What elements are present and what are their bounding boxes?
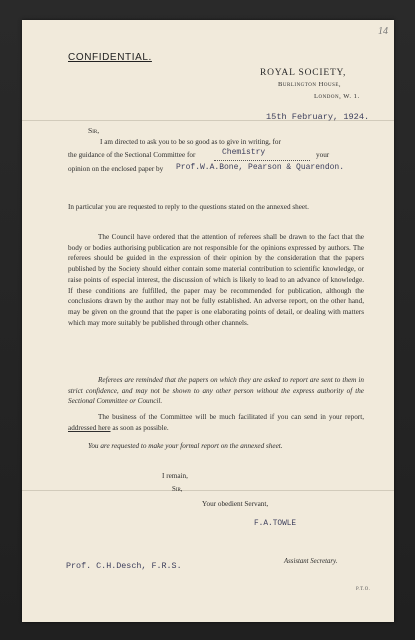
addressed-here-text: addressed here — [68, 423, 111, 432]
fold-line — [22, 490, 394, 491]
business-text-1: The business of the Committee will be much facilitated if you can send in your report, — [98, 413, 364, 421]
closing-sir: Sir, — [172, 486, 183, 493]
business-text-2: as soon as possible. — [112, 423, 169, 432]
recipient-name: Prof. C.H.Desch, F.R.S. — [66, 561, 182, 571]
closing-servant: Your obedient Servant, — [202, 500, 269, 508]
request-paragraph: In particular you are requested to reply to the questions stated on the annexed sheet. — [68, 203, 309, 211]
business-paragraph — [68, 412, 364, 433]
address-line-2: London, W. 1. — [314, 93, 360, 100]
signer-title: Assistant Secretary. — [284, 558, 338, 565]
reminder-paragraph: Referees are reminded that the papers on which they are asked to report are sent to them in strict confidence, and may not be shown to any other person without the express authority of the Sectional Committee or Council. — [68, 376, 364, 406]
council-paragraph: The Council have ordered that the attention of referees shall be drawn to the fact that the body or bodies authorising publication are not responsible for the opinions expressed by authors. The referees should be guided in the expression of their opinion by the consideration that the papers published by the Society should either contain some material contribution to scientific knowledge, or raise points of especial interest, the discussion of which is likely to lead to an advance of knowledge. If these conditions are fulfilled, the paper may be recommended for publication, although the conclusions drawn by the author may not be fully established. An adverse report, on the other hand, may be given on the ground that the paper is one elaborating points of detail, or dealing with matters which may more suitably be published through other channels. — [68, 233, 364, 327]
salutation: Sir, — [88, 126, 100, 135]
intro-line-1: I am directed to ask you to be so good as to give in writing, for — [100, 138, 281, 146]
intro-line-2b: your — [316, 151, 330, 159]
intro-line-3: opinion on the enclosed paper by — [68, 165, 164, 173]
page-mark: 14 — [378, 26, 388, 37]
letter-date: 15th February, 1924. — [266, 112, 370, 122]
address-line-1: Burlington House, — [278, 81, 342, 88]
closing-remain: I remain, — [162, 472, 188, 480]
letter-sheet — [22, 20, 394, 622]
organization-name: ROYAL SOCIETY, — [260, 68, 347, 78]
signer-name: F.A.TOWLE — [254, 520, 297, 528]
formal-report-note: You are requested to make your formal report on the annexed sheet. — [88, 442, 283, 450]
pto-mark: P.T.O. — [356, 587, 371, 592]
intro-line-2a: the guidance of the Sectional Committee for — [68, 151, 196, 159]
committee-subject: Chemistry — [222, 148, 266, 157]
confidential-heading: CONFIDENTIAL. — [68, 52, 152, 63]
paper-authors: Prof.W.A.Bone, Pearson & Quarendon. — [176, 163, 345, 172]
